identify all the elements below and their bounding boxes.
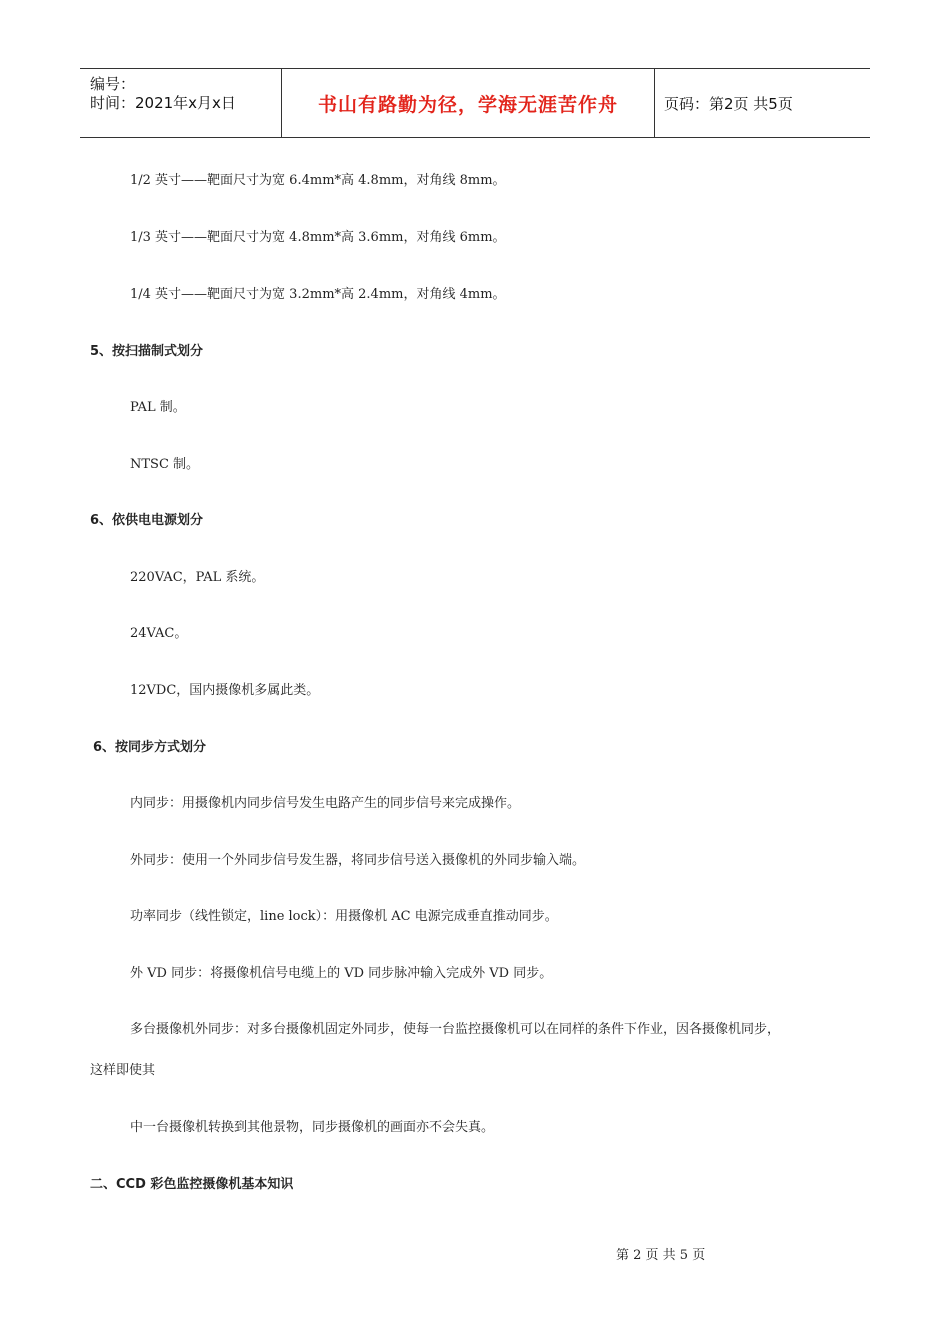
header-meta-cell — [80, 69, 282, 137]
motto-text: 书山有路勤为径，学海无涯苦作舟 — [317, 93, 618, 116]
power-24-paragraph: 24VAC。 — [130, 626, 188, 641]
heading-scan: 5、按扫描制式划分 — [90, 344, 204, 359]
page-header — [80, 68, 870, 138]
number-label: 编号： — [90, 75, 136, 93]
page-label: 页码：第2页 共5页 — [664, 94, 793, 113]
ntsc-paragraph: NTSC 制。 — [130, 457, 200, 472]
header-motto-cell — [282, 69, 655, 137]
size-half-paragraph: 1/2 英寸——靶面尺寸为宽 6.4mm*高 4.8mm，对角线 8mm。 — [130, 173, 506, 188]
sync-line-lock-paragraph: 功率同步（线性锁定，line lock）：用摄像机 AC 电源完成垂直推动同步。 — [130, 909, 558, 924]
time-label: 时间：2021年x月x日 — [90, 94, 236, 112]
sync-internal-paragraph: 内同步：用摄像机内同步信号发生电路产生的同步信号来完成操作。 — [130, 796, 521, 811]
page-footer: 第 2 页 共 5 页 — [616, 1248, 706, 1263]
pal-paragraph: PAL 制。 — [130, 400, 186, 415]
power-220-paragraph: 220VAC，PAL 系统。 — [130, 570, 265, 585]
sync-vd-paragraph: 外 VD 同步：将摄像机信号电缆上的 VD 同步脉冲输入完成外 VD 同步。 — [130, 966, 553, 981]
sync-multi-continuation: 这样即使其 — [90, 1063, 156, 1078]
sync-multi-end-paragraph: 中一台摄像机转换到其他景物，同步摄像机的画面亦不会失真。 — [130, 1120, 495, 1135]
heading-sync: 6、按同步方式划分 — [93, 740, 207, 755]
sync-multi-paragraph: 多台摄像机外同步：对多台摄像机固定外同步，使每一台监控摄像机可以在同样的条件下作业，因各摄像机同步， — [130, 1022, 781, 1037]
power-12-paragraph: 12VDC，国内摄像机多属此类。 — [130, 683, 320, 698]
heading-ccd: 二、CCD 彩色监控摄像机基本知识 — [90, 1177, 294, 1192]
sync-external-paragraph: 外同步：使用一个外同步信号发生器，将同步信号送入摄像机的外同步输入端。 — [130, 853, 586, 868]
header-page-cell — [664, 69, 870, 137]
heading-power: 6、依供电电源划分 — [90, 513, 204, 528]
size-third-paragraph: 1/3 英寸——靶面尺寸为宽 4.8mm*高 3.6mm，对角线 6mm。 — [130, 230, 506, 245]
size-quarter-paragraph: 1/4 英寸——靶面尺寸为宽 3.2mm*高 2.4mm，对角线 4mm。 — [130, 287, 506, 302]
